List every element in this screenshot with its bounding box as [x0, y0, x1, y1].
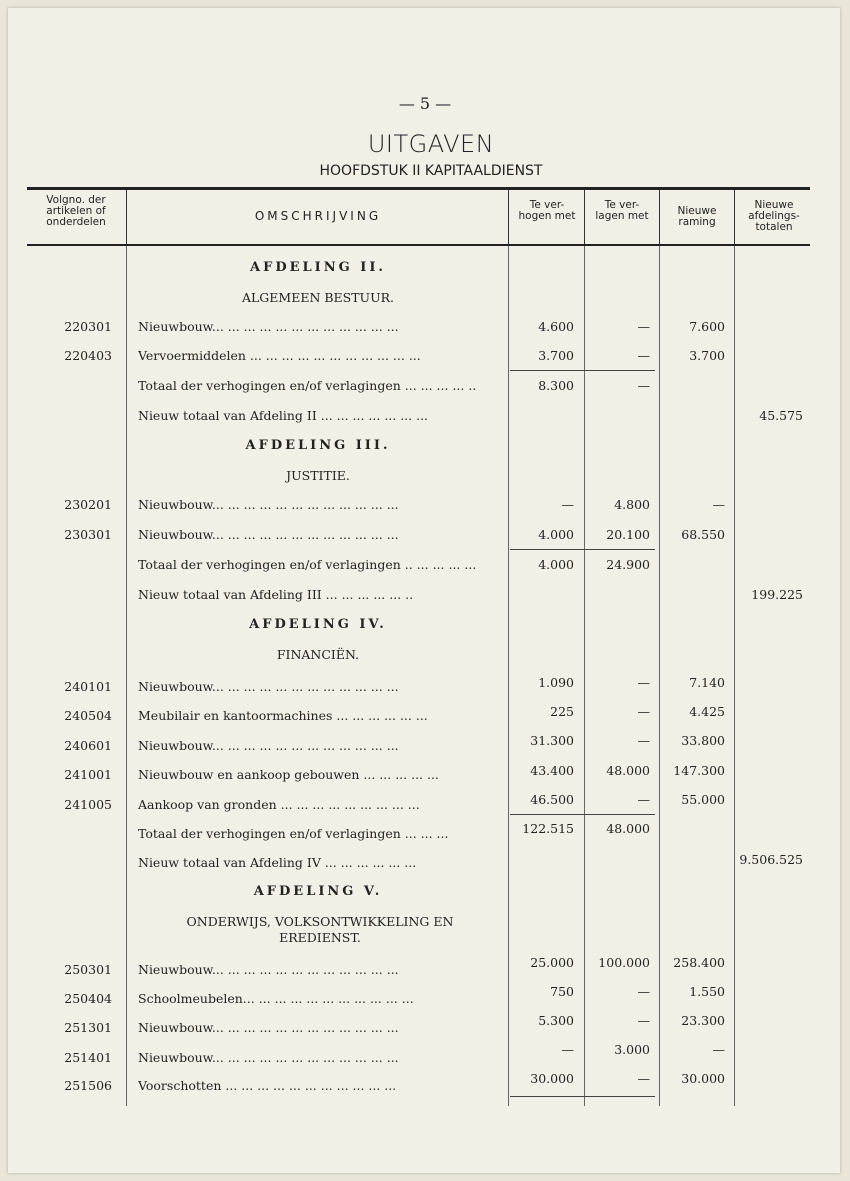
new-estimate: — [712, 1042, 725, 1057]
article-code: 241005 [64, 797, 112, 812]
row-description: Nieuwbouw... ... ... ... ... ... ... ... ... ... ... ... [138, 962, 399, 977]
increase-value: 25.000 [530, 955, 574, 970]
header-divider [584, 190, 585, 244]
header-verhogen: Te ver- hogen met [518, 199, 576, 222]
new-estimate: 147.300 [673, 763, 725, 778]
page-title: UITGAVEN [367, 130, 495, 158]
row-description: Nieuwbouw... ... ... ... ... ... ... ... ... ... ... ... [138, 319, 399, 334]
new-estimate: 23.300 [681, 1013, 725, 1028]
decrease-value: 24.900 [606, 557, 650, 572]
new-estimate: 258.400 [673, 955, 725, 970]
header-divider [508, 190, 509, 244]
article-code: 220403 [64, 348, 112, 363]
decrease-value: 4.800 [614, 497, 650, 512]
subsection-heading: ALGEMEEN BESTUUR. [241, 290, 395, 305]
decrease-value: 20.100 [606, 527, 650, 542]
column-line [126, 246, 127, 1106]
row-description: Meubilair en kantoormachines ... ... ... ... ... ... [138, 708, 428, 723]
article-code: 240601 [64, 738, 112, 753]
article-code: 240504 [64, 708, 112, 723]
sum-underline [510, 549, 655, 550]
new-estimate: 3.700 [689, 348, 725, 363]
page-subtitle: HOOFDSTUK II KAPITAALDIENST [319, 163, 543, 179]
section-heading: AFDELING III. [245, 438, 391, 453]
new-estimate: 4.425 [689, 704, 725, 719]
row-description: Nieuw totaal van Afdeling II ... ... ... ... ... ... ... [138, 408, 429, 423]
decrease-value: — [637, 675, 650, 690]
decrease-value: — [637, 704, 650, 719]
header-top-rule [27, 187, 810, 190]
new-estimate: 55.000 [681, 792, 725, 807]
article-code: 230201 [64, 497, 112, 512]
new-estimate: — [712, 497, 725, 512]
article-code: 250301 [64, 962, 112, 977]
increase-value: 30.000 [530, 1071, 574, 1086]
row-description: Nieuwbouw en aankoop gebouwen ... ... ... ... ... [138, 767, 439, 782]
section-total: 45.575 [759, 408, 803, 423]
row-description: Nieuw totaal van Afdeling III ... ... ... ... ... .. [138, 587, 414, 602]
new-estimate: 68.550 [681, 527, 725, 542]
section-heading: AFDELING IV. [249, 617, 387, 632]
row-description: Totaal der verhogingen en/of verlagingen ... ... ... [138, 826, 449, 841]
subsection-heading: JUSTITIE. [286, 468, 350, 483]
row-description: Nieuwbouw... ... ... ... ... ... ... ... ... ... ... ... [138, 527, 399, 542]
increase-value: — [561, 497, 574, 512]
increase-value: 5.300 [538, 1013, 574, 1028]
row-description: Voorschotten ... ... ... ... ... ... ... ... ... ... ... [138, 1078, 397, 1093]
column-line [734, 246, 735, 1106]
article-code: 251506 [64, 1078, 112, 1093]
increase-value: 3.700 [538, 348, 574, 363]
increase-value: 750 [550, 984, 574, 999]
article-code: 230301 [64, 527, 112, 542]
row-description: Nieuwbouw... ... ... ... ... ... ... ... ... ... ... ... [138, 497, 399, 512]
subsection-heading: FINANCIËN. [276, 647, 360, 662]
row-description: Vervoermiddelen ... ... ... ... ... ... ... ... ... ... ... [138, 348, 421, 363]
increase-value: 225 [550, 704, 574, 719]
row-description: Nieuwbouw... ... ... ... ... ... ... ... ... ... ... ... [138, 679, 399, 694]
row-description: Schoolmeubelen... ... ... ... ... ... ... ... ... ... ... [138, 991, 414, 1006]
increase-value: 46.500 [530, 792, 574, 807]
decrease-value: 3.000 [614, 1042, 650, 1057]
article-code: 251401 [64, 1050, 112, 1065]
row-description: Aankoop van gronden ... ... ... ... ... ... ... ... ... [138, 797, 420, 812]
section-heading: AFDELING V. [253, 884, 383, 899]
article-code: 240101 [64, 679, 112, 694]
decrease-value: 48.000 [606, 763, 650, 778]
increase-value: — [561, 1042, 574, 1057]
page-number: — 5 — [398, 94, 452, 113]
decrease-value: — [637, 319, 650, 334]
subsection-heading: ONDERWIJS, VOLKSONTWIKKELING EN EREDIENST. [186, 914, 454, 945]
decrease-value: — [637, 1013, 650, 1028]
new-estimate: 30.000 [681, 1071, 725, 1086]
decrease-value: — [637, 733, 650, 748]
header-bottom-rule [27, 244, 810, 246]
increase-value: 8.300 [538, 378, 574, 393]
decrease-value: — [637, 792, 650, 807]
sum-underline [510, 814, 655, 815]
increase-value: 4.000 [538, 557, 574, 572]
decrease-value: 48.000 [606, 821, 650, 836]
article-code: 241001 [64, 767, 112, 782]
row-description: Totaal der verhogingen en/of verlagingen ... ... ... ... .. [138, 378, 477, 393]
decrease-value: — [637, 984, 650, 999]
new-estimate: 33.800 [681, 733, 725, 748]
header-totalen: Nieuwe afdelings- totalen [748, 199, 800, 233]
row-description: Totaal der verhogingen en/of verlagingen .. ... ... ... ... [138, 557, 477, 572]
new-estimate: 7.600 [689, 319, 725, 334]
article-code: 250404 [64, 991, 112, 1006]
row-description: Nieuw totaal van Afdeling IV ... ... ... ... ... ... [138, 855, 417, 870]
row-description: Nieuwbouw... ... ... ... ... ... ... ... ... ... ... ... [138, 1020, 399, 1035]
section-heading: AFDELING II. [250, 260, 386, 275]
new-estimate: 7.140 [689, 675, 725, 690]
decrease-value: — [637, 378, 650, 393]
header-raming: Nieuwe raming [677, 205, 717, 228]
decrease-value: — [637, 348, 650, 363]
header-divider [659, 190, 660, 244]
increase-value: 43.400 [530, 763, 574, 778]
article-code: 251301 [64, 1020, 112, 1035]
increase-value: 4.000 [538, 527, 574, 542]
decrease-value: — [637, 1071, 650, 1086]
row-description: Nieuwbouw... ... ... ... ... ... ... ... ... ... ... ... [138, 738, 399, 753]
header-divider [126, 190, 127, 244]
increase-value: 31.300 [530, 733, 574, 748]
new-estimate: 1.550 [689, 984, 725, 999]
header-divider [734, 190, 735, 244]
header-omschrijving: OMSCHRIJVING [254, 209, 382, 223]
article-code: 220301 [64, 319, 112, 334]
decrease-value: 100.000 [598, 955, 650, 970]
section-total: 199.225 [751, 587, 803, 602]
header-volgno: Volgno. der artikelen of onderdelen [46, 194, 106, 228]
increase-value: 1.090 [538, 675, 574, 690]
section-total: 9.506.525 [739, 852, 803, 867]
increase-value: 122.515 [522, 821, 574, 836]
row-description: Nieuwbouw... ... ... ... ... ... ... ... ... ... ... ... [138, 1050, 399, 1065]
header-verlagen: Te ver- lagen met [595, 199, 649, 222]
sum-underline [510, 1096, 655, 1097]
increase-value: 4.600 [538, 319, 574, 334]
sum-underline [510, 370, 655, 371]
